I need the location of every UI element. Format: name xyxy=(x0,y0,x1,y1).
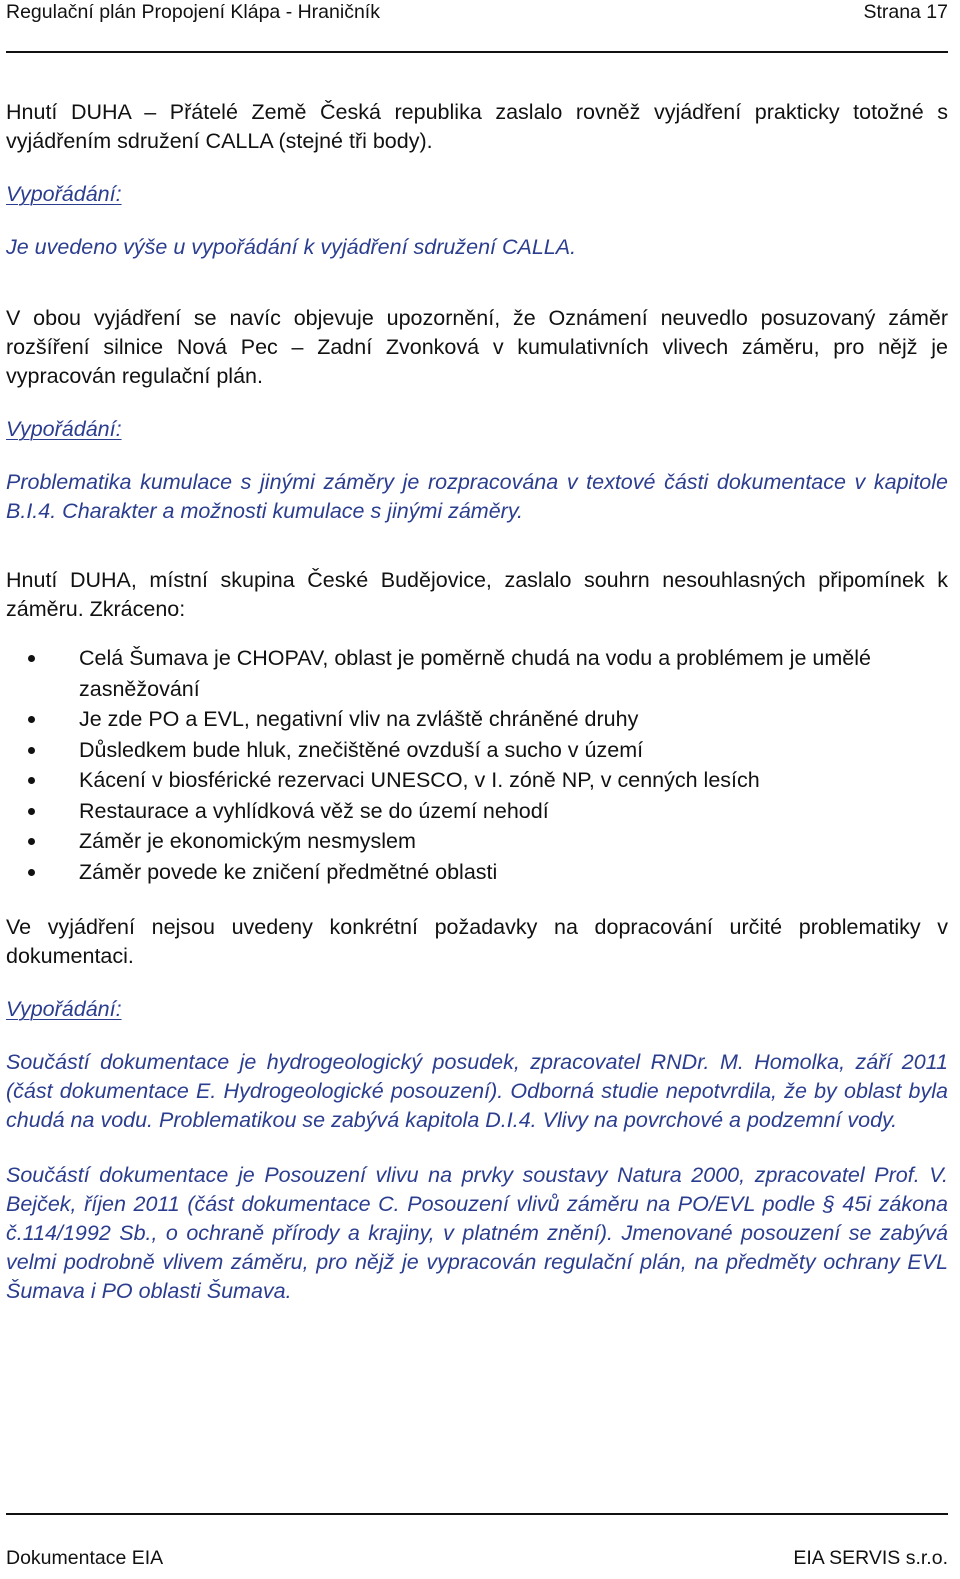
list-item: Je zde PO a EVL, negativní vliv na zvláště chráněné druhy xyxy=(6,704,948,735)
header-divider xyxy=(6,51,948,53)
bullet-icon xyxy=(28,869,35,876)
page-header xyxy=(6,0,948,26)
list-item: Záměr je ekonomickým nesmyslem xyxy=(6,826,948,857)
bullet-icon xyxy=(28,808,35,815)
settlement-response-hydrogeology: Součástí dokumentace je hydrogeologický posudek, zpracovatel RNDr. M. Homolka, září 2011 (část dokumentace E. Hydrogeologické posouzení). Odborná studie nepotvrdila, že by oblast byla chudá na vodu. Problematikou se zabývá kapitola D.I.4. Vlivy na povrchové a podzemní vody. xyxy=(6,1050,948,1132)
paragraph-cumulative-effects: V obou vyjádření se navíc objevuje upozornění, že Oznámení neuvedlo posuzovaný záměr rozšíření silnice Nová Pec – Zadní Zvonková v kumulativních vlivech záměru, pro nějž je vypracován regulační plán. xyxy=(6,306,948,388)
footer-company: EIA SERVIS s.r.o. xyxy=(793,1547,948,1569)
paragraph-duha-cb: Hnutí DUHA, místní skupina České Budějovice, zaslalo souhrn nesouhlasných připomínek k záměru. Zkráceno: xyxy=(6,568,948,621)
paragraph-no-requirements: Ve vyjádření nejsou uvedeny konkrétní požadavky na dopracování určité problematiky v dokumentaci. xyxy=(6,915,948,968)
list-item: Celá Šumava je CHOPAV, oblast je poměrně chudá na vodu a problémem je umělé zasněžování xyxy=(6,643,948,704)
settlement-response-natura: Součástí dokumentace je Posouzení vlivu na prvky soustavy Natura 2000, zpracovatel Prof. V. Bejček, říjen 2011 (část dokumentace C. Posouzení vlivů záměru na PO/EVL podle § 45i zákona č.114/1992 Sb., o ochraně přírody a krajiny, v platném znění). Jmenované posouzení se zabývá velmi podrobně vlivem záměru, pro nějž je vypracován regulační plán, na předměty ochrany EVL Šumava i PO oblasti Šumava. xyxy=(6,1163,948,1303)
bullet-icon xyxy=(28,716,35,723)
document-body xyxy=(6,98,948,1306)
list-item: Záměr povede ke zničení předmětné oblasti xyxy=(6,857,948,888)
document-title: Regulační plán Propojení Klápa - Hraničník xyxy=(6,1,380,23)
bullet-icon xyxy=(28,777,35,784)
settlement-response: Problematika kumulace s jinými záměry je rozpracována v textové části dokumentace v kapitole B.I.4. Charakter a možnosti kumulace s jinými záměry. xyxy=(6,470,948,523)
footer-document-type: Dokumentace EIA xyxy=(6,1547,164,1569)
bullet-icon xyxy=(28,838,35,845)
bullet-icon xyxy=(28,747,35,754)
settlement-label: Vypořádání: xyxy=(6,417,122,441)
settlement-label: Vypořádání: xyxy=(6,997,122,1021)
list-item: Restaurace a vyhlídková věž se do území nehodí xyxy=(6,796,948,827)
settlement-label: Vypořádání: xyxy=(6,182,122,206)
list-item: Důsledkem bude hluk, znečištěné ovzduší a sucho v území xyxy=(6,735,948,766)
paragraph-duha-statement: Hnutí DUHA – Přátelé Země Česká republika zaslalo rovněž vyjádření prakticky totožné s vyjádřením sdružení CALLA (stejné tři body). xyxy=(6,100,948,153)
list-item: Kácení v biosférické rezervaci UNESCO, v I. zóně NP, v cenných lesích xyxy=(6,765,948,796)
objections-list xyxy=(6,643,948,887)
footer-divider xyxy=(6,1513,948,1515)
page-number: Strana 17 xyxy=(863,1,948,23)
bullet-icon xyxy=(28,655,35,662)
settlement-response: Je uvedeno výše u vypořádání k vyjádření sdružení CALLA. xyxy=(6,235,577,259)
